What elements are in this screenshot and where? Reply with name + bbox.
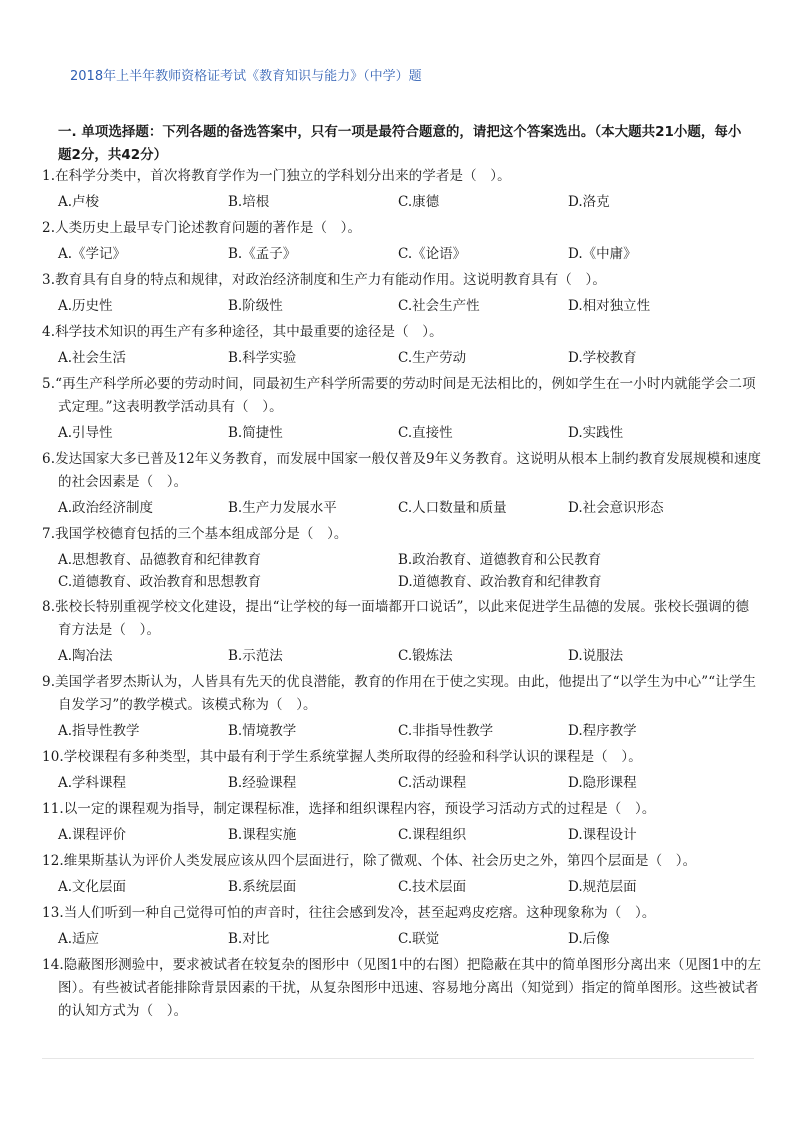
question-12 — [42, 850, 762, 899]
question-1 — [42, 165, 762, 214]
option-d: D.学校教育 — [568, 350, 637, 366]
option-row — [58, 549, 762, 593]
option-row — [58, 824, 762, 847]
question-stem: 11.以一定的课程观为指导，制定课程标准，选择和组织课程内容，预设学习活动方式的过程是（ ）。 — [42, 801, 656, 817]
option-a: A.陶冶法 — [58, 648, 113, 664]
option-b: B.经验课程 — [228, 775, 297, 791]
option-row — [58, 347, 762, 370]
option-d: D.程序教学 — [568, 723, 637, 739]
option-b: B.科学实验 — [228, 350, 297, 366]
option-row — [58, 928, 762, 951]
option-d: D.实践性 — [568, 425, 624, 441]
option-b: B.示范法 — [228, 648, 283, 664]
option-row — [58, 191, 762, 214]
option-row — [58, 243, 762, 266]
option-c: C.人口数量和质量 — [398, 500, 507, 516]
option-row — [58, 645, 762, 668]
option-a: A.《学记》 — [58, 246, 127, 262]
option-c: C.道德教育、政治教育和思想教育 — [58, 574, 262, 590]
option-c: C.联觉 — [398, 931, 440, 947]
option-d: D.课程设计 — [568, 827, 637, 843]
question-4 — [42, 321, 762, 370]
question-list — [42, 165, 762, 1023]
option-b: B.系统层面 — [228, 879, 297, 895]
question-8 — [42, 596, 762, 668]
question-stem: 8.张校长特别重视学校文化建设，提出“让学校的每一面墙都开口说话”，以此来促进学生品德的发展。张校长强调的德育方法是（ ）。 — [42, 599, 750, 638]
option-b: B.简捷性 — [228, 425, 283, 441]
option-a: A.社会生活 — [58, 350, 127, 366]
question-stem: 12.维果斯基认为评价人类发展应该从四个层面进行，除了微观、个体、社会历史之外，第四个层面是（ ）。 — [42, 853, 697, 869]
option-c: C.锻炼法 — [398, 648, 453, 664]
option-b: B.阶级性 — [228, 298, 283, 314]
question-stem: 9.美国学者罗杰斯认为，人皆具有先天的优良潜能，教育的作用在于使之实现。由此，他提出了“以学生为中心”“让学生自发学习”的教学模式。该模式称为（ ）。 — [42, 674, 757, 713]
option-c: C.技术层面 — [398, 879, 467, 895]
option-d: D.洛克 — [568, 194, 610, 210]
option-a: A.历史性 — [58, 298, 113, 314]
question-stem: 1.在科学分类中，首次将教育学作为一门独立的学科划分出来的学者是（ ）。 — [42, 168, 511, 184]
question-stem: 10.学校课程有多种类型，其中最有利于学生系统掌握人类所取得的经验和科学认识的课程是（ ）。 — [42, 749, 642, 765]
option-row — [58, 295, 762, 318]
option-a: A.学科课程 — [58, 775, 127, 791]
footer-divider — [42, 1058, 754, 1059]
question-10 — [42, 746, 762, 795]
option-c: C.《论语》 — [398, 246, 467, 262]
question-3 — [42, 269, 762, 318]
option-b: B.生产力发展水平 — [228, 500, 337, 516]
option-b: B.课程实施 — [228, 827, 297, 843]
question-5 — [42, 373, 762, 445]
option-d: D.道德教育、政治教育和纪律教育 — [398, 574, 602, 590]
question-9 — [42, 671, 762, 743]
option-c: C.生产劳动 — [398, 350, 467, 366]
option-a: A.文化层面 — [58, 879, 127, 895]
question-14 — [42, 954, 762, 1023]
question-stem: 14.隐蔽图形测验中，要求被试者在较复杂的图形中（见图1中的右图）把隐蔽在其中的简单图形分离出来（见图1中的左图）。有些被试者能排除背景因素的干扰，从复杂图形中迅速、容易地分离出（知觉到）指定的简单图形。这些被试者的认知方式为（ ）。 — [42, 957, 762, 1019]
question-stem: 2.人类历史上最早专门论述教育问题的著作是（ ）。 — [42, 220, 362, 236]
option-c: C.活动课程 — [398, 775, 467, 791]
option-c: C.康德 — [398, 194, 440, 210]
option-c: C.社会生产性 — [398, 298, 480, 314]
option-c: C.非指导性教学 — [398, 723, 494, 739]
option-row — [58, 422, 762, 445]
option-a: A.政治经济制度 — [58, 500, 154, 516]
option-row — [58, 876, 762, 899]
option-a: A.思想教育、品德教育和纪律教育 — [58, 552, 262, 568]
question-stem: 13.当人们听到一种自己觉得可怕的声音时，往往会感到发冷，甚至起鸡皮疙瘩。这种现象称为（ ）。 — [42, 905, 656, 921]
option-row — [58, 497, 762, 520]
option-d: D.说服法 — [568, 648, 624, 664]
option-a: A.指导性教学 — [58, 723, 140, 739]
question-6 — [42, 448, 762, 520]
option-d: D.社会意识形态 — [568, 500, 664, 516]
question-stem: 6.发达国家大多已普及12年义务教育，而发展中国家一般仅普及9年义务教育。这说明从根本上制约教育发展规模和速度的社会因素是（ ）。 — [42, 451, 762, 490]
option-d: D.规范层面 — [568, 879, 637, 895]
question-11 — [42, 798, 762, 847]
option-a: A.引导性 — [58, 425, 113, 441]
option-d: D.相对独立性 — [568, 298, 651, 314]
option-a: A.适应 — [58, 931, 100, 947]
question-stem: 7.我国学校德育包括的三个基本组成部分是（ ）。 — [42, 526, 348, 542]
question-7 — [42, 523, 762, 593]
option-d: D.隐形课程 — [568, 775, 637, 791]
option-a: A.卢梭 — [58, 194, 100, 210]
question-stem: 5.“再生产科学所必要的劳动时间，同最初生产科学所需要的劳动时间是无法相比的，例如学生在一小时内就能学会二项式定理。”这表明教学活动具有（ ）。 — [42, 376, 756, 415]
option-a: A.课程评价 — [58, 827, 127, 843]
question-stem: 4.科学技术知识的再生产有多种途径，其中最重要的途径是（ ）。 — [42, 324, 443, 340]
option-row — [58, 772, 762, 795]
document-title: 2018年上半年教师资格证考试《教育知识与能力》（中学）题 — [70, 69, 422, 84]
option-b: B.《孟子》 — [228, 246, 297, 262]
question-13 — [42, 902, 762, 951]
option-d: D.《中庸》 — [568, 246, 637, 262]
option-b: B.培根 — [228, 194, 270, 210]
section-heading: 一. 单项选择题：下列各题的备选答案中，只有一项是最符合题意的，请把这个答案选出。（本大题共21小题，每小题2分，共42分） — [58, 124, 742, 163]
option-c: C.课程组织 — [398, 827, 467, 843]
option-c: C.直接性 — [398, 425, 453, 441]
question-2 — [42, 217, 762, 266]
option-b: B.对比 — [228, 931, 270, 947]
question-stem: 3.教育具有自身的特点和规律，对政治经济制度和生产力有能动作用。这说明教育具有（ ）。 — [42, 272, 606, 288]
option-b: B.情境教学 — [228, 723, 297, 739]
option-row — [58, 720, 762, 743]
option-d: D.后像 — [568, 931, 610, 947]
option-b: B.政治教育、道德教育和公民教育 — [398, 552, 602, 568]
